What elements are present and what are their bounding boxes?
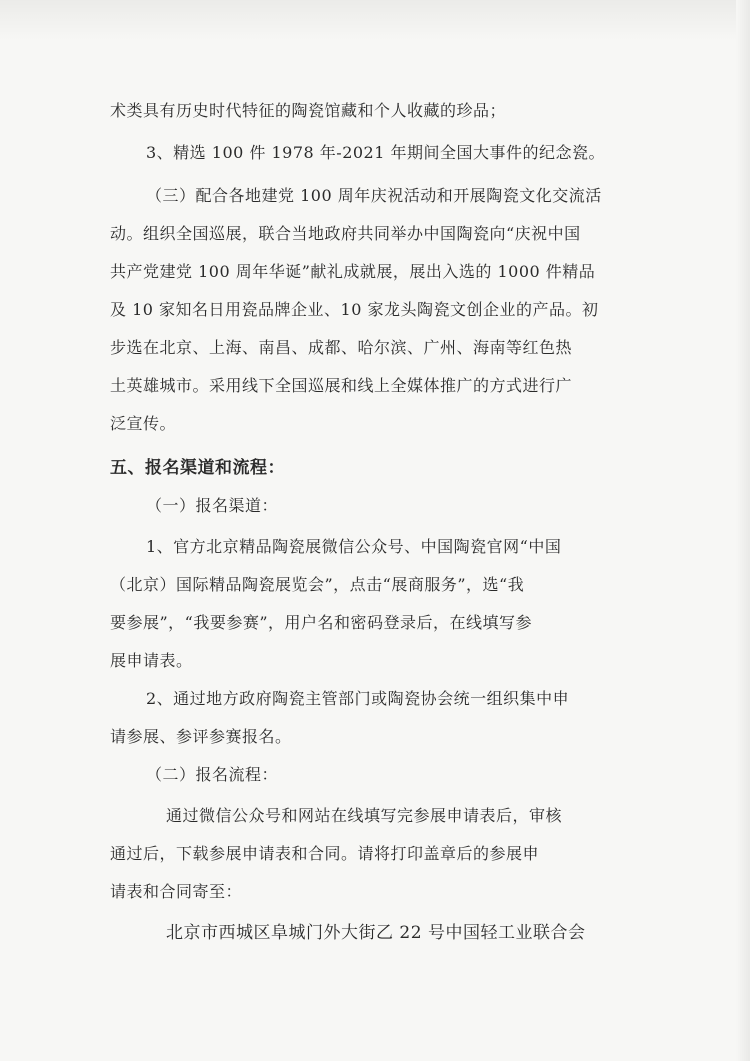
paragraph-line: 动。组织全国巡展，联合当地政府共同举办中国陶瓷向“庆祝中国 — [110, 224, 581, 243]
paragraph-line: 共产党建党 100 周年华诞”献礼成就展，展出入选的 1000 件精品 — [110, 262, 596, 281]
scan-shadow-right — [736, 0, 750, 1061]
paragraph-line: 步选在北京、上海、南昌、成都、哈尔滨、广州、海南等红色热 — [110, 338, 573, 357]
paragraph-line: 通过后，下载参展申请表和合同。请将打印盖章后的参展申 — [110, 844, 540, 863]
paragraph-line: 土英雄城市。采用线下全国巡展和线上全媒体推广的方式进行广 — [110, 376, 573, 395]
paragraph-line: （三）配合各地建党 100 周年庆祝活动和开展陶瓷文化交流活 — [146, 186, 602, 205]
scan-shadow-top — [0, 0, 750, 40]
section-heading: 五、报名渠道和流程： — [110, 458, 285, 478]
paragraph-line: 2、通过地方政府陶瓷主管部门或陶瓷协会统一组织集中申 — [146, 689, 570, 708]
paragraph-line: 及 10 家知名日用瓷品牌企业、10 家龙头陶瓷文创企业的产品。初 — [110, 300, 599, 319]
paragraph-line: （二）报名流程： — [146, 765, 279, 784]
paragraph-line: 3、精选 100 件 1978 年-2021 年期间全国大事件的纪念瓷。 — [146, 143, 605, 162]
paragraph-line: 1、官方北京精品陶瓷展微信公众号、中国陶瓷官网“中国 — [146, 537, 562, 556]
paragraph-line: 请参展、参评参赛报名。 — [110, 727, 292, 746]
paragraph-line: 展申请表。 — [110, 651, 193, 670]
paragraph-line: 泛宣传。 — [110, 414, 177, 433]
paragraph-line: （一）报名渠道： — [146, 496, 279, 515]
paragraph-line: 通过微信公众号和网站在线填写完参展申请表后，审核 — [166, 806, 563, 825]
paragraph-line: （北京）国际精品陶瓷展览会”，点击“展商服务”，选“我 — [110, 575, 525, 594]
paragraph-line: 术类具有历史时代特征的陶瓷馆藏和个人收藏的珍品； — [110, 101, 507, 120]
paragraph-line: 北京市西城区阜城门外大街乙 22 号中国轻工业联合会 — [166, 923, 586, 943]
document-page — [110, 92, 645, 952]
paragraph-line: 要参展”，“我要参赛”，用户名和密码登录后，在线填写参 — [110, 613, 533, 632]
paragraph-line: 请表和合同寄至： — [110, 882, 243, 901]
